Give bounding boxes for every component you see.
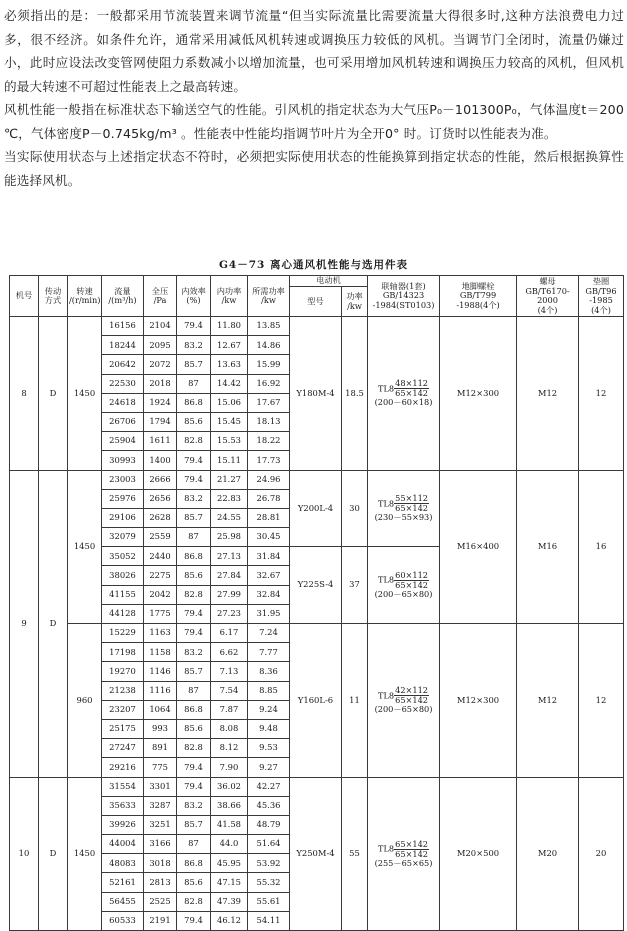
internal-power-cell: 14.42 <box>211 374 248 393</box>
pressure-cell: 1163 <box>144 624 177 643</box>
flow-cell: 26706 <box>102 412 144 431</box>
motor-power-cell: 11 <box>342 624 368 778</box>
required-power-cell: 13.85 <box>248 317 290 336</box>
washer-cell: 16 <box>579 470 624 624</box>
paragraph: 必须指出的是：一般都采用节流装置来调节流量“但当实际流量比需要流量大得很多时,这种方法浪费电力过多，很不经济。如条件允许，通常采用减低风机转速或调换压力较低的风机。当调节门全闭时，流量仍嫌过小，此时应设法改变管网使阻力系数减小以增加流量，也可采用增加风机转速和调换压力较高的风机，但风机的最大转速不可超过性能表上之最高转速。 <box>4 8 624 94</box>
header-coupling: 联轴器(1套) GB/14323 -1984(ST0103) <box>368 276 440 317</box>
pressure-cell: 3301 <box>144 777 177 796</box>
motor-model-cell: Y225S-4 <box>290 547 342 624</box>
nut-cell: M16 <box>517 470 579 624</box>
internal-power-cell: 38.66 <box>211 796 248 815</box>
flow-cell: 25175 <box>102 719 144 738</box>
efficiency-cell: 87 <box>177 528 211 547</box>
required-power-cell: 53.92 <box>248 854 290 873</box>
efficiency-cell: 82.8 <box>177 432 211 451</box>
table-row <box>10 470 624 489</box>
flow-cell: 52161 <box>102 873 144 892</box>
internal-power-cell: 6.17 <box>211 624 248 643</box>
paragraph: 当实际使用状态与上述指定状态不符时，必须把实际使用状态的性能换算到指定状态的性能，然后根据换算性能选择风机。 <box>4 149 624 188</box>
required-power-cell: 28.81 <box>248 508 290 527</box>
flow-cell: 31554 <box>102 777 144 796</box>
motor-model-cell: Y180M-4 <box>290 317 342 471</box>
header-speed: 转速 /(r/min) <box>68 276 102 317</box>
header-flow: 流量 /(m³/h) <box>102 276 144 317</box>
pressure-cell: 2191 <box>144 911 177 930</box>
required-power-cell: 17.67 <box>248 393 290 412</box>
motor-model-cell: Y160L-6 <box>290 624 342 778</box>
flow-cell: 29106 <box>102 508 144 527</box>
flow-cell: 22530 <box>102 374 144 393</box>
flow-cell: 35633 <box>102 796 144 815</box>
required-power-cell: 42.27 <box>248 777 290 796</box>
required-power-cell: 24.96 <box>248 470 290 489</box>
efficiency-cell: 82.8 <box>177 892 211 911</box>
pressure-cell: 3018 <box>144 854 177 873</box>
table-row <box>10 777 624 796</box>
required-power-cell: 8.85 <box>248 681 290 700</box>
pressure-cell: 2018 <box>144 374 177 393</box>
flow-cell: 27247 <box>102 739 144 758</box>
required-power-cell: 9.53 <box>248 739 290 758</box>
header-bolt: 地脚螺栓 GB/T799 -1988(4个) <box>440 276 517 317</box>
coupling-denominator: 65×142 <box>395 388 429 398</box>
drive-cell: D <box>39 470 68 777</box>
internal-power-cell: 7.54 <box>211 681 248 700</box>
flow-cell: 19270 <box>102 662 144 681</box>
paragraph: 风机性能一般指在标准状态下输送空气的性能。引风机的指定状态为大气压P₀－101300P₀，气体温度t＝200 ℃，气体密度P－0.745kg/m³ 。性能表中性能均指调节叶片为全开0° 时。订货时以性能表为准。 <box>4 102 624 141</box>
coupling-note: (200－65×80) <box>374 704 433 714</box>
internal-power-cell: 46.12 <box>211 911 248 930</box>
internal-power-cell: 27.13 <box>211 547 248 566</box>
flow-cell: 15229 <box>102 624 144 643</box>
pressure-cell: 2656 <box>144 489 177 508</box>
speed-cell: 1450 <box>68 777 102 931</box>
required-power-cell: 18.13 <box>248 412 290 431</box>
efficiency-cell: 86.8 <box>177 700 211 719</box>
pressure-cell: 1794 <box>144 412 177 431</box>
efficiency-cell: 79.4 <box>177 451 211 470</box>
efficiency-cell: 79.4 <box>177 624 211 643</box>
internal-power-cell: 36.02 <box>211 777 248 796</box>
flow-cell: 16156 <box>102 317 144 336</box>
flow-cell: 25976 <box>102 489 144 508</box>
pressure-cell: 891 <box>144 739 177 758</box>
header-pressure: 全压 /Pa <box>144 276 177 317</box>
efficiency-cell: 85.7 <box>177 508 211 527</box>
internal-power-cell: 44.0 <box>211 835 248 854</box>
motor-power-cell: 55 <box>342 777 368 931</box>
nut-cell: M20 <box>517 777 579 931</box>
pressure-cell: 2628 <box>144 508 177 527</box>
efficiency-cell: 82.8 <box>177 585 211 604</box>
efficiency-cell: 85.7 <box>177 662 211 681</box>
efficiency-cell: 85.6 <box>177 412 211 431</box>
pressure-cell: 1064 <box>144 700 177 719</box>
header-washer: 垫圈 GB/T96 -1985 (4个) <box>579 276 624 317</box>
flow-cell: 60533 <box>102 911 144 930</box>
pressure-cell: 775 <box>144 758 177 777</box>
internal-power-cell: 27.99 <box>211 585 248 604</box>
efficiency-cell: 79.4 <box>177 777 211 796</box>
fan-performance-table <box>9 275 624 931</box>
header-nut: 螺母 GB/T6170- 2000 (4个) <box>517 276 579 317</box>
flow-cell: 23207 <box>102 700 144 719</box>
header-internal-power: 内功率 /kw <box>211 276 248 317</box>
table-title: G4－73 离心通风机性能与选用件表 <box>218 259 409 271</box>
bolt-cell: M12×300 <box>440 624 517 778</box>
nut-cell: M12 <box>517 317 579 471</box>
machine-no-cell: 10 <box>10 777 39 931</box>
speed-cell: 960 <box>68 624 102 778</box>
efficiency-cell: 86.8 <box>177 854 211 873</box>
coupling-prefix: TL8 <box>378 689 395 700</box>
header-motor: 电动机 <box>290 276 368 287</box>
required-power-cell: 9.24 <box>248 700 290 719</box>
coupling-prefix: TL8 <box>378 382 395 393</box>
efficiency-cell: 86.8 <box>177 547 211 566</box>
required-power-cell: 32.84 <box>248 585 290 604</box>
flow-cell: 29216 <box>102 758 144 777</box>
efficiency-cell: 86.8 <box>177 393 211 412</box>
required-power-cell: 55.32 <box>248 873 290 892</box>
washer-cell: 12 <box>579 317 624 471</box>
required-power-cell: 26.78 <box>248 489 290 508</box>
coupling-cell <box>368 624 440 778</box>
efficiency-cell: 87 <box>177 681 211 700</box>
efficiency-cell: 82.8 <box>177 739 211 758</box>
efficiency-cell: 79.4 <box>177 317 211 336</box>
flow-cell: 41155 <box>102 585 144 604</box>
pressure-cell: 1924 <box>144 393 177 412</box>
internal-power-cell: 11.80 <box>211 317 248 336</box>
internal-power-cell: 13.63 <box>211 355 248 374</box>
coupling-fraction <box>394 686 429 705</box>
flow-cell: 17198 <box>102 643 144 662</box>
pressure-cell: 993 <box>144 719 177 738</box>
coupling-numerator: 55×112 <box>395 493 429 504</box>
header-efficiency: 内效率 (%) <box>177 276 211 317</box>
pressure-cell: 1146 <box>144 662 177 681</box>
required-power-cell: 7.77 <box>248 643 290 662</box>
coupling-denominator: 65×142 <box>395 848 429 859</box>
washer-cell: 12 <box>579 624 624 778</box>
required-power-cell: 14.86 <box>248 336 290 355</box>
motor-model-cell: Y200L-4 <box>290 470 342 547</box>
efficiency-cell: 83.2 <box>177 489 211 508</box>
efficiency-cell: 85.7 <box>177 815 211 834</box>
efficiency-cell: 87 <box>177 835 211 854</box>
table-row <box>10 317 624 336</box>
internal-power-cell: 21.27 <box>211 470 248 489</box>
required-power-cell: 31.84 <box>248 547 290 566</box>
pressure-cell: 1158 <box>144 643 177 662</box>
efficiency-cell: 85.6 <box>177 873 211 892</box>
pressure-cell: 3251 <box>144 815 177 834</box>
pressure-cell: 2440 <box>144 547 177 566</box>
pressure-cell: 2275 <box>144 566 177 585</box>
flow-cell: 30993 <box>102 451 144 470</box>
efficiency-cell: 87 <box>177 374 211 393</box>
drive-cell: D <box>39 317 68 471</box>
internal-power-cell: 12.67 <box>211 336 248 355</box>
internal-power-cell: 15.11 <box>211 451 248 470</box>
required-power-cell: 15.99 <box>248 355 290 374</box>
coupling-fraction <box>394 571 429 590</box>
required-power-cell: 9.27 <box>248 758 290 777</box>
internal-power-cell: 6.62 <box>211 643 248 662</box>
efficiency-cell: 85.6 <box>177 566 211 585</box>
motor-model-cell: Y250M-4 <box>290 777 342 931</box>
coupling-note: (200－65×80) <box>374 588 433 599</box>
pressure-cell: 3166 <box>144 835 177 854</box>
bolt-cell: M20×500 <box>440 777 517 931</box>
coupling-denominator: 65×142 <box>395 503 429 514</box>
flow-cell: 32079 <box>102 528 144 547</box>
header-drive: 传动 方式 <box>39 276 68 317</box>
pressure-cell: 2042 <box>144 585 177 604</box>
header-motor-model: 型号 <box>290 287 342 317</box>
header-machine-no: 机号 <box>10 276 39 317</box>
pressure-cell: 2072 <box>144 355 177 374</box>
coupling-numerator: 60×112 <box>395 569 429 580</box>
efficiency-cell: 83.2 <box>177 796 211 815</box>
coupling-cell <box>368 777 440 931</box>
pressure-cell: 2666 <box>144 470 177 489</box>
pressure-cell: 2095 <box>144 336 177 355</box>
required-power-cell: 54.11 <box>248 911 290 930</box>
internal-power-cell: 45.95 <box>211 854 248 873</box>
coupling-prefix: TL8 <box>378 843 395 854</box>
pressure-cell: 2559 <box>144 528 177 547</box>
required-power-cell: 31.95 <box>248 604 290 623</box>
internal-power-cell: 15.45 <box>211 412 248 431</box>
nut-cell: M12 <box>517 624 579 778</box>
required-power-cell: 30.45 <box>248 528 290 547</box>
machine-no-cell: 8 <box>10 317 39 471</box>
header-required-power: 所需功率 /kw <box>248 276 290 317</box>
pressure-cell: 1116 <box>144 681 177 700</box>
coupling-prefix: TL8 <box>378 497 395 508</box>
efficiency-cell: 79.4 <box>177 470 211 489</box>
coupling-denominator: 65×142 <box>395 579 429 590</box>
flow-cell: 23003 <box>102 470 144 489</box>
pressure-cell: 2813 <box>144 873 177 892</box>
pressure-cell: 1400 <box>144 451 177 470</box>
required-power-cell: 55.61 <box>248 892 290 911</box>
internal-power-cell: 8.08 <box>211 719 248 738</box>
internal-power-cell: 25.98 <box>211 528 248 547</box>
pressure-cell: 2104 <box>144 317 177 336</box>
coupling-fraction <box>394 494 429 513</box>
required-power-cell: 51.64 <box>248 835 290 854</box>
bolt-cell: M12×300 <box>440 317 517 471</box>
machine-no-cell: 9 <box>10 470 39 777</box>
internal-power-cell: 7.90 <box>211 758 248 777</box>
flow-cell: 39926 <box>102 815 144 834</box>
internal-power-cell: 27.84 <box>211 566 248 585</box>
coupling-note: (200－60×18) <box>374 397 433 407</box>
efficiency-cell: 85.6 <box>177 719 211 738</box>
speed-cell: 1450 <box>68 470 102 624</box>
drive-cell: D <box>39 777 68 931</box>
flow-cell: 18244 <box>102 336 144 355</box>
coupling-cell <box>368 317 440 471</box>
efficiency-cell: 79.4 <box>177 758 211 777</box>
flow-cell: 35052 <box>102 547 144 566</box>
pressure-cell: 1775 <box>144 604 177 623</box>
coupling-note: (230－55×93) <box>374 512 433 523</box>
internal-power-cell: 24.55 <box>211 508 248 527</box>
motor-power-cell: 37 <box>342 547 368 624</box>
internal-power-cell: 41.58 <box>211 815 248 834</box>
body-text <box>4 4 624 192</box>
required-power-cell: 17.73 <box>248 451 290 470</box>
coupling-fraction <box>394 840 429 859</box>
pressure-cell: 1611 <box>144 432 177 451</box>
required-power-cell: 45.36 <box>248 796 290 815</box>
internal-power-cell: 15.06 <box>211 393 248 412</box>
coupling-prefix: TL8 <box>378 574 395 585</box>
internal-power-cell: 8.12 <box>211 739 248 758</box>
required-power-cell: 16.92 <box>248 374 290 393</box>
efficiency-cell: 83.2 <box>177 643 211 662</box>
efficiency-cell: 83.2 <box>177 336 211 355</box>
required-power-cell: 8.36 <box>248 662 290 681</box>
coupling-note: (255－65×65) <box>374 857 433 868</box>
pressure-cell: 3287 <box>144 796 177 815</box>
efficiency-cell: 79.4 <box>177 911 211 930</box>
internal-power-cell: 7.87 <box>211 700 248 719</box>
pressure-cell: 2525 <box>144 892 177 911</box>
speed-cell: 1450 <box>68 317 102 471</box>
flow-cell: 21238 <box>102 681 144 700</box>
required-power-cell: 7.24 <box>248 624 290 643</box>
internal-power-cell: 22.83 <box>211 489 248 508</box>
coupling-cell <box>368 547 440 624</box>
table-row <box>10 624 624 643</box>
header-motor-power: 功率 /kw <box>342 287 368 317</box>
internal-power-cell: 47.15 <box>211 873 248 892</box>
flow-cell: 44128 <box>102 604 144 623</box>
motor-power-cell: 30 <box>342 470 368 547</box>
flow-cell: 44004 <box>102 835 144 854</box>
required-power-cell: 48.79 <box>248 815 290 834</box>
coupling-fraction <box>394 379 429 398</box>
flow-cell: 56455 <box>102 892 144 911</box>
flow-cell: 24618 <box>102 393 144 412</box>
coupling-numerator: 42×112 <box>395 685 429 695</box>
flow-cell: 25904 <box>102 432 144 451</box>
coupling-numerator: 48×112 <box>395 378 429 388</box>
required-power-cell: 18.22 <box>248 432 290 451</box>
flow-cell: 48083 <box>102 854 144 873</box>
coupling-denominator: 65×142 <box>395 695 429 705</box>
internal-power-cell: 27.23 <box>211 604 248 623</box>
internal-power-cell: 7.13 <box>211 662 248 681</box>
coupling-cell <box>368 470 440 547</box>
required-power-cell: 32.67 <box>248 566 290 585</box>
efficiency-cell: 85.7 <box>177 355 211 374</box>
internal-power-cell: 15.53 <box>211 432 248 451</box>
flow-cell: 20642 <box>102 355 144 374</box>
bolt-cell: M16×400 <box>440 470 517 624</box>
required-power-cell: 9.48 <box>248 719 290 738</box>
washer-cell: 20 <box>579 777 624 931</box>
coupling-numerator: 65×142 <box>395 838 429 849</box>
table-body <box>10 317 624 931</box>
internal-power-cell: 47.39 <box>211 892 248 911</box>
efficiency-cell: 79.4 <box>177 604 211 623</box>
flow-cell: 38026 <box>102 566 144 585</box>
motor-power-cell: 18.5 <box>342 317 368 471</box>
